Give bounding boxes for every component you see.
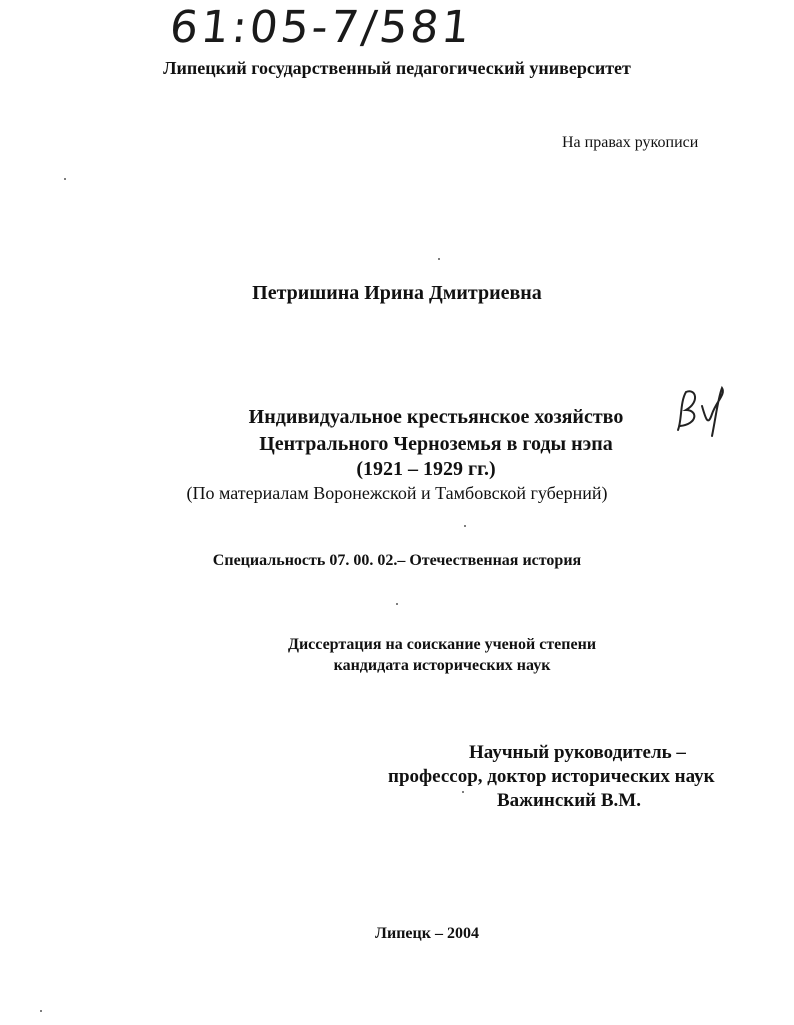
manuscript-rights-note: На правах рукописи [562,134,699,151]
archive-code-handwritten: 61:05-7/581 [167,2,476,53]
dissertation-subtitle: (По материалам Воронежской и Тамбовской губерний) [186,483,608,503]
author-name: Петришина Ирина Дмитриевна [252,282,542,304]
specialty: Специальность 07. 00. 02.– Отечественная история [212,552,582,569]
degree-line-1: Диссертация на соискание ученой степени [287,636,597,653]
scan-speck [464,525,466,527]
scan-speck [462,791,464,793]
supervisor-role: Научный руководитель – [469,742,686,763]
scan-speck [40,1010,42,1012]
supervisor-academic-title: профессор, доктор исторических наук [388,766,715,787]
degree-line-2: кандидата исторических наук [333,657,551,674]
dissertation-title-line-1: Индивидуальное крестьянское хозяйство [248,406,624,428]
supervisor-name: Важинский В.М. [497,790,641,811]
dissertation-title-years: (1921 – 1929 гг.) [356,458,496,480]
university-name: Липецкий государственный педагогический университет [163,58,631,78]
scan-speck [64,178,66,180]
scan-speck [396,603,398,605]
city-and-year: Липецк – 2004 [375,925,479,942]
dissertation-title-line-2: Центрального Черноземья в годы нэпа [259,433,613,455]
handwritten-signature [672,380,732,440]
scan-speck [438,258,440,260]
